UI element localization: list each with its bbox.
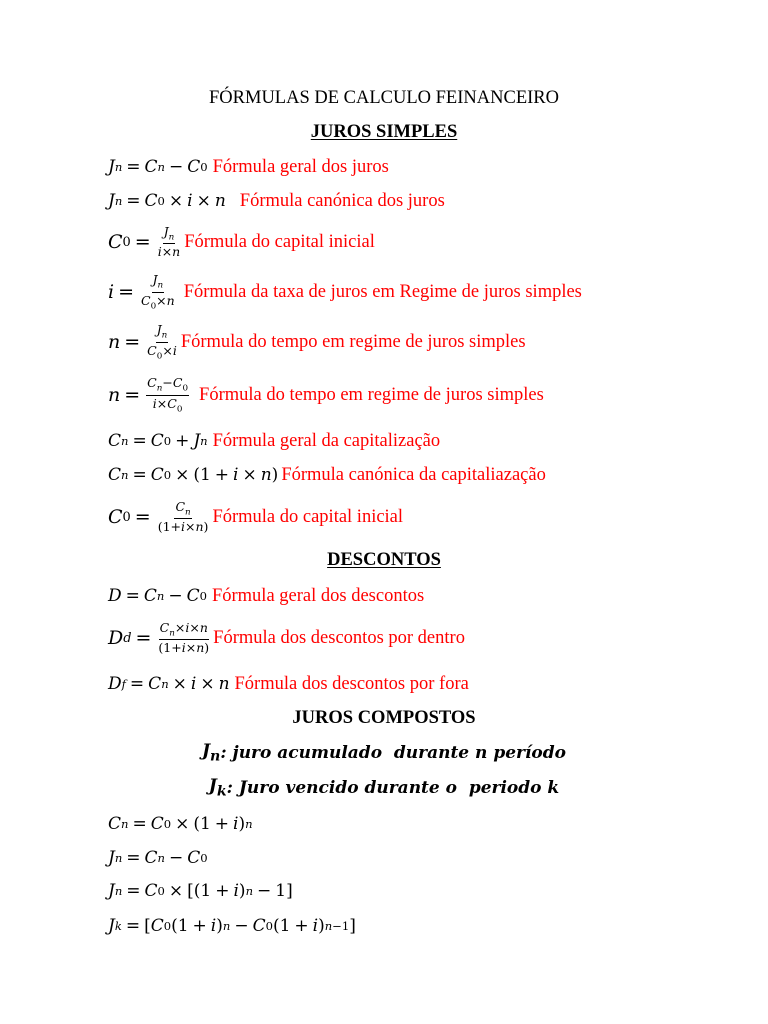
formula-row-tempo-1 (108, 322, 526, 362)
formula-description: Fórmula do tempo em regime de juros simples (199, 384, 544, 405)
formula-description: Fórmula geral dos juros (212, 156, 389, 177)
formula: J n = C n − C 0 (108, 157, 208, 177)
formula-row-jn-composto (108, 877, 293, 905)
fraction: $\frac{J_n}{i\times n}$ (157, 223, 181, 260)
formula-row-desconto-dentro (108, 617, 465, 659)
formula-row-capitalizacao-canonica (108, 462, 546, 488)
formula-row-c0 (108, 222, 375, 262)
definition-text: : juro acumulado durante n período (220, 743, 566, 763)
formula-row-desconto-geral (108, 583, 424, 609)
formula: D f = C n × i × n (108, 674, 230, 694)
formula: J n = C 0 × [(1 + i ) n − 1] (108, 881, 293, 901)
fraction: $\frac{C_n\times i\times n}{(1+i\times n)}$ (158, 619, 210, 656)
formula-row-tempo-2 (108, 374, 544, 416)
formula: C n = C 0 + J n (108, 431, 208, 451)
definition-text: : Juro vencido durante o periodo k (226, 778, 560, 798)
formula-row-desconto-fora (108, 671, 469, 697)
formula: D d = $\frac{C_n\times i\times n}{(1+i\times n)}$ (108, 619, 210, 656)
formula: C 0 = $\frac{J_n}{i\times n}$ (108, 223, 181, 260)
fraction: $\frac{C_n}{(1+i\times n)}$ (157, 498, 209, 535)
formula-row-cn-composto (108, 810, 253, 838)
formula-description: Fórmula do tempo em regime de juros simples (180, 331, 526, 352)
fraction: $\frac{J_n}{C_0\times i}$ (147, 321, 177, 361)
formula-row-jn-canonica (108, 188, 445, 214)
formula-description: Fórmula dos descontos por dentro (213, 627, 465, 648)
section-heading-descontos: DESCONTOS (327, 550, 441, 570)
section-heading-juros-compostos: JUROS COMPOSTOS (292, 708, 476, 728)
formula: J n = C 0 × i × n (108, 191, 226, 211)
formula-row-capitalizacao-geral (108, 428, 440, 454)
definition-symbol: $J_n$ (202, 741, 221, 765)
formula-row-capital-inicial-2 (108, 496, 403, 538)
formula-description: Fórmula da taxa de juros em Regime de juros simples (183, 281, 582, 302)
formula: i = $\frac{J_n}{C_0\times n}$ (108, 271, 175, 311)
formula-description: Fórmula canónica dos juros (239, 190, 445, 211)
formula-row-jk-composto (108, 912, 356, 940)
definition-jn (0, 740, 768, 766)
formula-description: Fórmula canónica da capitaliazação (281, 464, 546, 485)
formula: C n = C 0 × (1 + i × n ) (108, 465, 279, 485)
formula-row-jn-composto-geral (108, 845, 208, 871)
fraction: $\frac{J_n}{C_0\times n}$ (141, 271, 175, 311)
formula-description: Fórmula do capital inicial (184, 231, 375, 252)
formula-description: Fórmula dos descontos por fora (234, 673, 469, 694)
formula-description: Fórmula geral da capitalização (212, 430, 441, 451)
formula: J k = [ C 0 (1 + i ) n − C 0 (1 + i ) n−1 ] (108, 916, 356, 936)
formula: J n = C n − C 0 (108, 848, 208, 868)
formula: D = C n − C 0 (108, 586, 207, 606)
definition-jk (0, 775, 768, 801)
formula: n = $\frac{J_n}{C_0\times i}$ (108, 321, 177, 361)
formula: C 0 = $\frac{C_n}{(1+i\times n)}$ (108, 498, 209, 535)
formula-row-taxa (108, 272, 582, 312)
formula: n = $\frac{C_n-C_0}{i\times C_0}$ (108, 374, 189, 414)
page-title: FÓRMULAS DE CALCULO FEINANCEIRO (209, 88, 559, 108)
formula-row-jn-geral (108, 154, 389, 180)
formula-description: Fórmula geral dos descontos (211, 585, 425, 606)
section-heading-juros-simples: JUROS SIMPLES (310, 122, 458, 142)
formula-description: Fórmula do capital inicial (212, 506, 404, 527)
formula: C n = C 0 × (1 + i ) n (108, 814, 253, 834)
definition-symbol: $J_k$ (208, 776, 227, 800)
fraction: $\frac{C_n-C_0}{i\times C_0}$ (147, 374, 189, 414)
